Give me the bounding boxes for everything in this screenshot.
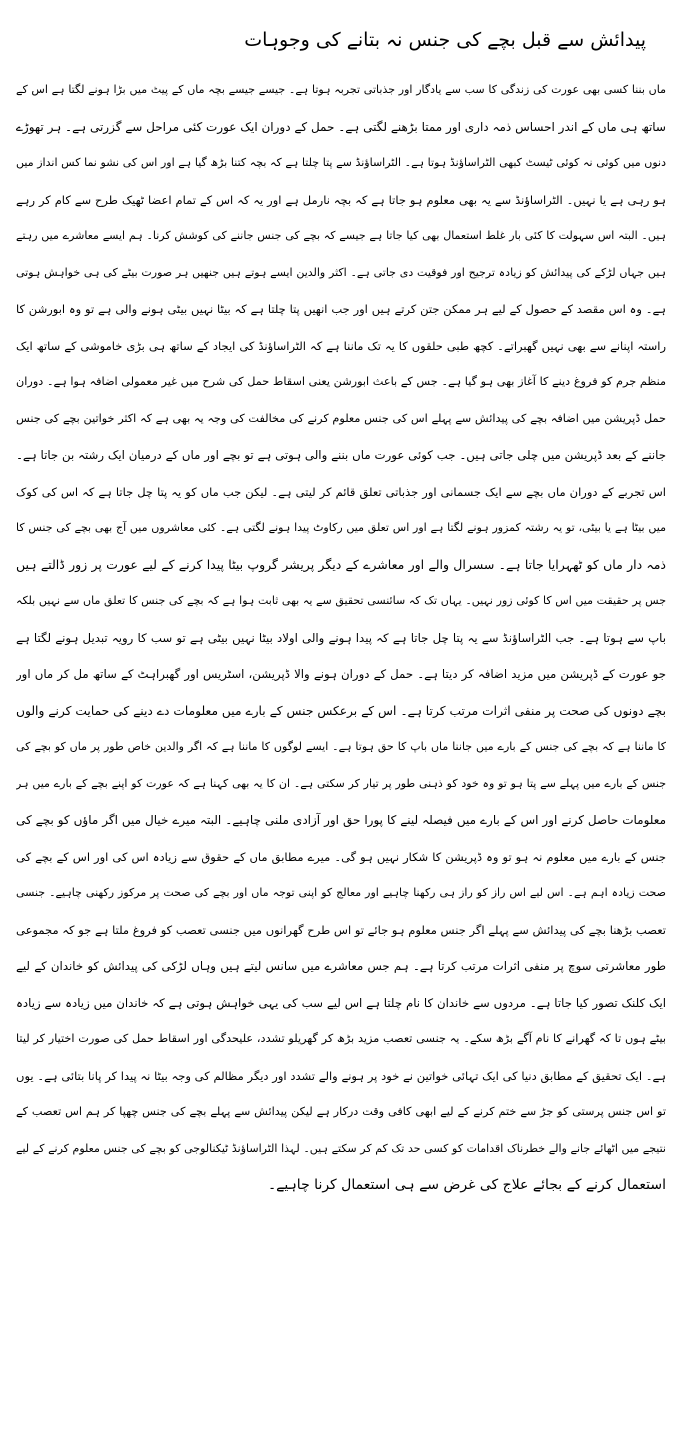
body-line: صحت زیادہ اہم ہے۔ اس لیے اس راز کو راز ہی رکھنا چاہیے اور معالج کو اپنی توجہ ماں اور بچے کی صحت پر مرکوز رکھنی چاہیے۔ جنسی — [16, 886, 666, 899]
body-line: ہے۔ وہ اس مقصد کے حصول کے لیے ہر ممکن جتن کرتے ہیں اور جب انھیں پتا چلتا ہے کہ بیٹا نہیں بیٹی ہونے والی ہے تو وہ ابورشن کا — [16, 302, 666, 316]
body-line: ہیں جہاں لڑکے کی پیدائش کو زیادہ ترجیح اور فوقیت دی جاتی ہے۔ اکثر والدین ایسے ہوتے ہیں جنھیں ہر صورت بیٹے کی ہی خواہش ہوتی — [16, 265, 666, 279]
body-line: جنس کے بارے میں پہلے سے پتا ہو تو وہ خود کو ذہنی طور پر تیار کر سکتی ہے۔ ان کا یہ بھی کہنا ہے کہ عورت کو اپنے بچے کے بارے میں ہر — [16, 776, 666, 790]
body-line: طور معاشرتی سوچ پر منفی اثرات مرتب کرتا ہے۔ ہم جس معاشرے میں سانس لیتے ہیں وہاں لڑکی کی پیدائش کو خاندان کے لیے — [16, 959, 666, 973]
article-title: پیدائش سے قبل بچے کی جنس نہ بتانے کی وجوہات — [244, 29, 646, 51]
body-line: جس پر حقیقت میں اس کا کوئی زور نہیں۔ یہاں تک کہ سائنسی تحقیق سے یہ بھی ثابت ہوا ہے کہ بچے کی جنس کا تعلق ماں سے نہیں بلکہ — [16, 594, 666, 607]
body-line: ہے۔ ایک تحقیق کے مطابق دنیا کی ایک تہائی خواتین نے خود پر ہونے والے تشدد اور دیگر مظالم کی وجہ بیٹا نہ پیدا کر پانا بتائی ہے۔ یوں — [16, 1068, 666, 1083]
body-line: دنوں میں کوئی نہ کوئی ٹیسٹ کبھی الٹراساؤنڈ ہوتا ہے۔ الٹراساؤنڈ سے پتا چلتا ہے کہ بچہ کتنا بڑھ گیا ہے اور اس کی نشو نما کس انداز میں — [16, 156, 666, 169]
body-line: باپ سے ہوتا ہے۔ جب الٹراساؤنڈ سے یہ پتا چل جاتا ہے کہ پیدا ہونے والی اولاد بیٹا نہیں بیٹی ہے تو سب کا رویہ تبدیل ہونے لگتا ہے — [16, 630, 666, 645]
body-line: ہیں۔ البتہ اس سہولت کا کئی بار غلط استعمال بھی کیا جاتا ہے جیسے کہ بچے کی جنس جاننے کی کوشش کرنا۔ ہم ایسے معاشرے میں رہتے — [16, 229, 666, 242]
body-line: معلومات حاصل کرنے اور اس کے بارے میں فیصلہ لینے کا پورا حق اور آزادی ملنی چاہیے۔ البتہ میرے خیال میں اگر ماؤں کو بچے کی — [16, 813, 666, 827]
body-line: جاننے کے بعد ڈپریشن میں چلی جاتی ہیں۔ جب کوئی عورت ماں بننے والی ہوتی ہے تو بچے اور ماں کے درمیان ایک رشتہ بن جاتا ہے۔ — [16, 448, 666, 462]
body-line: ماں بننا کسی بھی عورت کی زندگی کا سب سے یادگار اور جذباتی تجربہ ہوتا ہے۔ جیسے جیسے بچہ ماں کے پیٹ میں بڑا ہونے لگتا ہے اس کے — [16, 83, 666, 96]
body-line: ہو رہی ہے یا نہیں۔ الٹراساؤنڈ سے یہ بھی معلوم ہو جاتا ہے کہ بچہ نارمل ہے اور یہ کہ اس کے تمام اعضا ٹھیک طرح سے کام کر رہے — [16, 192, 666, 207]
body-line: راستہ اپنانے سے بھی نہیں گھبراتے۔ کچھ طبی حلقوں کا یہ تک ماننا ہے کہ الٹراساؤنڈ کی ایجاد کے ساتھ ہی بڑی خاموشی کے ساتھ ایک — [16, 338, 666, 353]
body-line: کا ماننا ہے کہ بچے کی جنس کے بارے میں جاننا ماں باپ کا حق ہوتا ہے۔ ایسے لوگوں کا ماننا ہے کہ اگر والدین خاص طور پر ماں کو بچے کی — [16, 740, 666, 753]
body-line: حمل ڈپریشن میں اضافہ بچے کی پیدائش سے پہلے اس کی جنس معلوم کرنے کی مخالفت کی وجہ یہ بھی ہے کہ اکثر خواتین بچے کی جنس — [16, 411, 666, 425]
body-line: میں بیٹا ہے یا بیٹی، تو یہ رشتہ کمزور ہونے لگتا ہے اور اس تعلق میں رکاوٹ پیدا ہونے لگتی ہے۔ کئی معاشروں میں آج بھی بچے کی جنس کا — [16, 521, 666, 534]
body-line: جو عورت کے ڈپریشن میں مزید اضافہ کر دیتا ہے۔ حمل کے دوران ہونے والا ڈپریشن، اسٹریس اور گھبراہٹ کے ساتھ مل کر ماں اور — [16, 667, 666, 681]
body-line: تو اس جنس پرستی کو جڑ سے ختم کرنے کے لیے ابھی کافی وقت درکار ہے لیکن پیدائش سے پہلے بچے کی جنس چھپا کر ہم اس تعصب کے — [16, 1105, 666, 1118]
body-line: جنس کے بارے میں معلوم نہ ہو تو وہ ڈپریشن کا شکار نہیں ہو گی۔ میرے مطابق ماں کے حقوق سے زیادہ اس کی اور اس کے بچے کی — [16, 849, 666, 864]
body-line: بچے دونوں کی صحت پر منفی اثرات مرتب کرتا ہے۔ اس کے برعکس جنس کے بارے میں معلومات دے دینے کی حمایت کرنے والوں — [16, 703, 666, 718]
body-line: استعمال کرنے کے بجائے علاج کی غرض سے ہی استعمال کرنا چاہیے۔ — [267, 1177, 666, 1193]
body-line: اس تجربے کے دوران ماں بچے سے ایک جسمانی اور جذباتی تعلق قائم کر لیتی ہے۔ لیکن جب ماں کو یہ پتا چل جاتا ہے کہ اس کی کوک — [16, 484, 666, 499]
body-line: ایک کلنک تصور کیا جاتا ہے۔ مردوں سے خاندان کا نام چلتا ہے اس لیے سب کی یہی خواہش ہوتی ہے کہ خاندان میں زیادہ سے زیادہ — [16, 995, 666, 1010]
body-line: منظم جرم کو فروغ دینے کا آغاز بھی ہو گیا ہے۔ جس کے باعث ابورشن یعنی اسقاط حمل کی شرح میں غیر معمولی اضافہ ہوا ہے۔ دوران — [16, 375, 666, 388]
body-line: بیٹے ہوں تا کہ گھرانے کا نام آگے بڑھ سکے۔ یہ جنسی تعصب مزید بڑھ کر گھریلو تشدد، علیحدگی اور اسقاط حمل کی صورت اختیار کر لیتا — [16, 1032, 666, 1045]
body-line: ساتھ ہی ماں کے اندر احساس ذمہ داری اور ممتا بڑھنے لگتی ہے۔ حمل کے دوران ایک عورت کئی مراحل سے گزرتی ہے۔ ہر تھوڑے — [16, 119, 666, 134]
body-line: نتیجے میں اٹھائے جانے والے خطرناک اقدامات کو کسی حد تک کم کر سکتے ہیں۔ لہذا الٹراساؤنڈ ٹیکنالوجی کو بچے کی جنس معلوم کرنے کے لیے — [16, 1141, 666, 1155]
article-body — [16, 72, 666, 1204]
body-line: تعصب بڑھنا بچے کی پیدائش سے پہلے اگر جنس معلوم ہو جائے تو اس طرح گھرانوں میں جنسی تعصب کو فروغ ملتا ہے جو کہ مجموعی — [16, 922, 666, 937]
body-line: ذمہ دار ماں کو ٹھہرایا جاتا ہے۔ سسرال والے اور معاشرے کے دیگر پریشر گروپ بیٹا پیدا کرنے کے لیے عورت پر زور ڈالتے ہیں — [16, 556, 666, 572]
